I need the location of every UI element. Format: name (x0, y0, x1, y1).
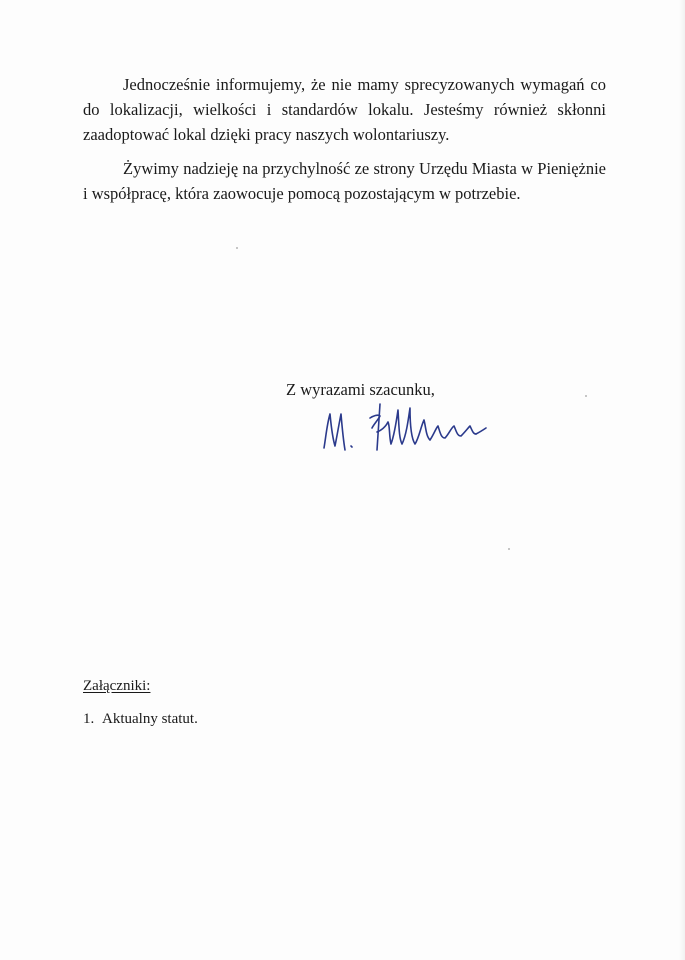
attachment-number: 1. (83, 711, 95, 727)
attachments-list (83, 711, 198, 728)
paragraph-1: Jednocześnie informujemy, że nie mamy sprecyzowanych wymagań co do lokalizacji, wielkości i standardów lokalu. Jesteśmy również skłonni zaadoptować lokal dzięki pracy naszych wolontariuszy. (83, 75, 606, 144)
paragraph-2: Żywimy nadzieję na przychylność ze strony Urzędu Miasta w Pieniężnie i współpracę, która zaowocuje pomocą pozostającym w potrzebie. (83, 159, 606, 203)
scan-edge-shadow (679, 0, 685, 960)
attachment-item (83, 711, 198, 728)
letter-body (83, 72, 606, 206)
scan-speck (585, 395, 587, 397)
scan-speck (236, 247, 238, 249)
scan-speck (508, 548, 510, 550)
handwritten-signature (318, 396, 493, 458)
attachments-heading: Załączniki: (83, 678, 151, 694)
closing-phrase: Z wyrazami szacunku, (286, 380, 435, 399)
attachment-text: Aktualny statut. (102, 711, 198, 727)
